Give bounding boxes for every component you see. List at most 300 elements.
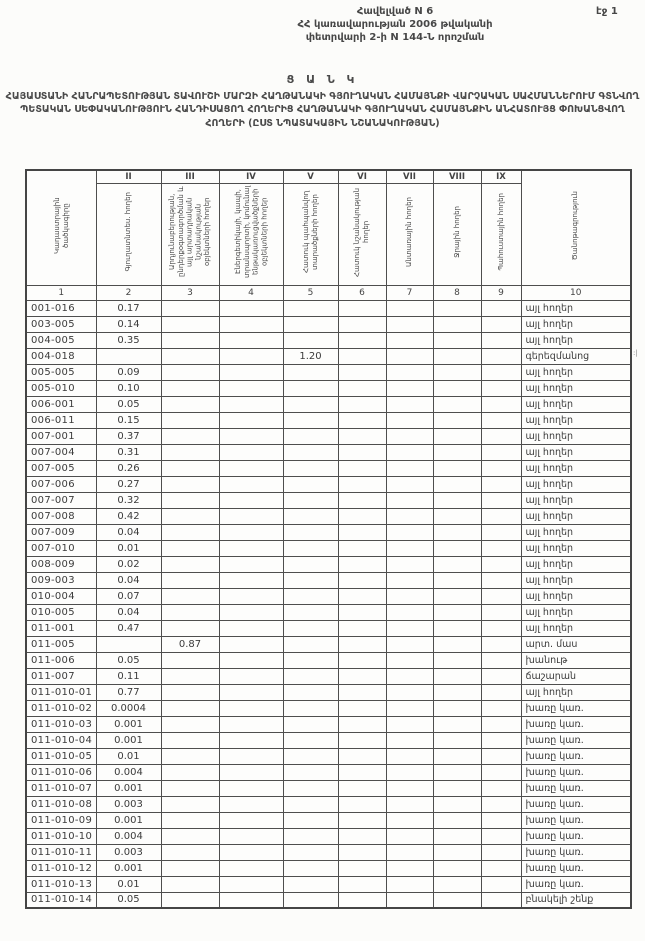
area-value-cell — [283, 572, 338, 588]
table-row — [26, 684, 631, 700]
area-value-cell — [481, 620, 521, 636]
cadastral-code-cell: 007-009 — [26, 524, 96, 540]
remark-cell: այլ հողեր — [521, 684, 631, 700]
area-value-cell — [386, 892, 433, 908]
area-value-cell: 0.01 — [96, 540, 161, 556]
area-value-cell — [386, 476, 433, 492]
area-value-cell — [386, 796, 433, 812]
remark-cell: բնակելի շենք — [521, 892, 631, 908]
area-value-cell — [433, 732, 481, 748]
area-value-cell: 0.11 — [96, 668, 161, 684]
area-value-cell — [338, 460, 386, 476]
area-value-cell: 0.26 — [96, 460, 161, 476]
area-value-cell — [433, 748, 481, 764]
col-index-10: 10 — [521, 285, 631, 300]
area-value-cell — [219, 748, 283, 764]
col-header-3 — [161, 183, 219, 285]
area-value-cell: 0.32 — [96, 492, 161, 508]
table-row — [26, 700, 631, 716]
area-value-cell: 0.05 — [96, 892, 161, 908]
table-row — [26, 796, 631, 812]
area-value-cell — [433, 444, 481, 460]
area-value-cell — [481, 348, 521, 364]
remark-cell: այլ հողեր — [521, 524, 631, 540]
title-text: ՀԱՅԱՍՏԱՆԻ ՀԱՆՐԱՊԵՏՈՒԹՅԱՆ ՏԱՎՈՒՇԻ ՄԱՐԶԻ ՀԱՂԹԱՆԱԿԻ ԳՅՈՒՂԱԿԱՆ ՀԱՄԱՅՆՔԻ ՎԱՐՉԱԿԱՆ ՍԱՀՄԱՆՆԵՐՈՒՄ ԳՏՆՎՈՂ ՊԵՏԱԿԱՆ ՍԵՓԱԿԱՆՈՒԹՅՈՒՆ ՀԱՆԴԻՍԱՑՈՂ ՀՈՂԵՐԻՑ ՀԱՂԹԱՆԱԿԻ ԳՅՈՒՂԱԿԱՆ ՀԱՄԱՅՆՔԻՆ ԱՆՀԱՏՈՒՅՑ ՓՈԽԱՆՑՎՈՂ ՀՈՂԵՐԻ (ԸՍՏ ՆՊԱՏԱԿԱՅԻՆ ՆՇԱՆԱԿՈՒԹՅԱՆ) — [5, 90, 640, 129]
area-value-cell — [338, 380, 386, 396]
area-value-cell — [283, 764, 338, 780]
area-value-cell — [161, 300, 219, 316]
cadastral-code-cell: 011-010-08 — [26, 796, 96, 812]
remark-cell: խառը կառ. — [521, 780, 631, 796]
area-value-cell — [283, 492, 338, 508]
cadastral-code-cell: 011-010-11 — [26, 844, 96, 860]
area-value-cell: 0.04 — [96, 572, 161, 588]
col-index-5: 5 — [283, 285, 338, 300]
area-value-cell: 0.04 — [96, 524, 161, 540]
area-value-cell — [386, 620, 433, 636]
area-value-cell — [283, 556, 338, 572]
area-value-cell — [283, 364, 338, 380]
area-value-cell — [433, 620, 481, 636]
area-value-cell — [219, 364, 283, 380]
area-value-cell — [481, 380, 521, 396]
area-value-cell: 0.0004 — [96, 700, 161, 716]
area-value-cell — [338, 588, 386, 604]
area-value-cell — [219, 812, 283, 828]
area-value-cell — [283, 396, 338, 412]
area-value-cell — [338, 524, 386, 540]
area-value-cell — [481, 652, 521, 668]
area-value-cell — [161, 556, 219, 572]
area-value-cell — [433, 604, 481, 620]
table-row — [26, 588, 631, 604]
area-value-cell: 0.47 — [96, 620, 161, 636]
area-value-cell — [338, 412, 386, 428]
area-value-cell — [161, 412, 219, 428]
area-value-cell — [219, 876, 283, 892]
col-numeral-II: II — [96, 170, 161, 183]
area-value-cell — [161, 428, 219, 444]
area-value-cell — [283, 332, 338, 348]
area-value-cell — [161, 732, 219, 748]
col-numeral-VIII: VIII — [433, 170, 481, 183]
area-value-cell — [219, 476, 283, 492]
col-header-cadastral-code — [26, 170, 96, 285]
area-value-cell — [283, 636, 338, 652]
area-value-cell — [481, 684, 521, 700]
area-value-cell — [161, 380, 219, 396]
area-value-cell — [219, 636, 283, 652]
area-value-cell — [161, 604, 219, 620]
area-value-cell — [433, 556, 481, 572]
cadastral-code-cell: 011-010-06 — [26, 764, 96, 780]
area-value-cell — [161, 316, 219, 332]
remark-cell: այլ հողեր — [521, 460, 631, 476]
area-value-cell — [219, 412, 283, 428]
area-value-cell — [338, 636, 386, 652]
area-value-cell — [433, 652, 481, 668]
table-row — [26, 620, 631, 636]
area-value-cell — [96, 636, 161, 652]
area-value-cell — [433, 828, 481, 844]
area-value-cell — [433, 700, 481, 716]
cadastral-code-cell: 003-005 — [26, 316, 96, 332]
area-value-cell — [338, 492, 386, 508]
area-value-cell — [283, 620, 338, 636]
area-value-cell: 1.20 — [283, 348, 338, 364]
area-value-cell — [433, 428, 481, 444]
area-value-cell: 0.27 — [96, 476, 161, 492]
cadastral-code-cell: 011-007 — [26, 668, 96, 684]
cadastral-code-cell: 010-004 — [26, 588, 96, 604]
land-transfer-table — [25, 169, 632, 909]
area-value-cell — [386, 844, 433, 860]
area-value-cell — [338, 572, 386, 588]
area-value-cell — [338, 540, 386, 556]
area-value-cell — [481, 556, 521, 572]
cadastral-code-cell: 011-010-03 — [26, 716, 96, 732]
area-value-cell — [433, 668, 481, 684]
area-value-cell — [481, 812, 521, 828]
area-value-cell — [481, 444, 521, 460]
area-value-cell: 0.10 — [96, 380, 161, 396]
col-index-9: 9 — [481, 285, 521, 300]
remark-cell: խառը կառ. — [521, 812, 631, 828]
area-value-cell — [283, 300, 338, 316]
rotated-label: Արդյունաբերության, ընդերքօգտագործման և այլ արտադրական նշանակության օբյեկտների հողեր — [168, 186, 212, 278]
area-value-cell — [481, 876, 521, 892]
remark-cell: արտ. մաս — [521, 636, 631, 652]
area-value-cell — [219, 332, 283, 348]
area-value-cell — [386, 332, 433, 348]
area-value-cell — [219, 860, 283, 876]
table-row — [26, 780, 631, 796]
cadastral-code-cell: 007-006 — [26, 476, 96, 492]
table-row — [26, 732, 631, 748]
area-value-cell — [283, 860, 338, 876]
area-value-cell — [433, 316, 481, 332]
table-row — [26, 812, 631, 828]
area-value-cell — [161, 860, 219, 876]
cadastral-code-cell: 011-010-12 — [26, 860, 96, 876]
area-value-cell: 0.77 — [96, 684, 161, 700]
area-value-cell — [481, 572, 521, 588]
remark-cell: խառը կառ. — [521, 716, 631, 732]
cadastral-code-cell: 006-011 — [26, 412, 96, 428]
cadastral-code-cell: 007-007 — [26, 492, 96, 508]
cadastral-code-cell: 011-001 — [26, 620, 96, 636]
cadastral-code-cell: 011-006 — [26, 652, 96, 668]
table-row — [26, 764, 631, 780]
area-value-cell — [219, 604, 283, 620]
area-value-cell — [386, 652, 433, 668]
area-value-cell — [283, 892, 338, 908]
cadastral-code-cell: 011-010-04 — [26, 732, 96, 748]
area-value-cell — [481, 780, 521, 796]
area-value-cell — [386, 604, 433, 620]
area-value-cell — [161, 476, 219, 492]
area-value-cell — [219, 684, 283, 700]
area-value-cell: 0.02 — [96, 556, 161, 572]
area-value-cell — [283, 444, 338, 460]
cadastral-code-cell: 009-003 — [26, 572, 96, 588]
area-value-cell — [283, 428, 338, 444]
col-numeral-VII: VII — [386, 170, 433, 183]
table-row — [26, 636, 631, 652]
area-value-cell — [161, 668, 219, 684]
area-value-cell — [386, 700, 433, 716]
area-value-cell — [338, 796, 386, 812]
area-value-cell — [386, 540, 433, 556]
table-row — [26, 412, 631, 428]
cadastral-code-cell: 011-010-10 — [26, 828, 96, 844]
area-value-cell — [433, 684, 481, 700]
area-value-cell — [433, 860, 481, 876]
table-row — [26, 540, 631, 556]
area-value-cell — [161, 444, 219, 460]
title-word: Ց Ա Ն Կ — [286, 73, 359, 86]
area-value-cell — [433, 524, 481, 540]
area-value-cell — [386, 364, 433, 380]
area-value-cell — [283, 604, 338, 620]
area-value-cell — [481, 316, 521, 332]
area-value-cell — [386, 812, 433, 828]
area-value-cell: 0.001 — [96, 732, 161, 748]
table-row — [26, 396, 631, 412]
area-value-cell: 0.001 — [96, 812, 161, 828]
cadastral-code-cell: 011-010-05 — [26, 748, 96, 764]
col-index-3: 3 — [161, 285, 219, 300]
remark-cell: այլ հողեր — [521, 412, 631, 428]
table-row — [26, 652, 631, 668]
area-value-cell — [161, 396, 219, 412]
area-value-cell: 0.003 — [96, 844, 161, 860]
area-value-cell — [338, 620, 386, 636]
area-value-cell — [386, 556, 433, 572]
cadastral-code-cell: 011-010-13 — [26, 876, 96, 892]
area-value-cell — [481, 476, 521, 492]
area-value-cell — [283, 684, 338, 700]
area-value-cell — [219, 316, 283, 332]
remark-cell: այլ հողեր — [521, 428, 631, 444]
area-value-cell — [481, 700, 521, 716]
remark-cell: խառը կառ. — [521, 700, 631, 716]
area-value-cell — [219, 508, 283, 524]
annex-header — [160, 5, 630, 45]
area-value-cell: 0.17 — [96, 300, 161, 316]
table-row — [26, 876, 631, 892]
remark-cell: այլ հողեր — [521, 508, 631, 524]
area-value-cell — [219, 460, 283, 476]
area-value-cell — [433, 364, 481, 380]
remark-cell: այլ հողեր — [521, 540, 631, 556]
remark-cell: այլ հողեր — [521, 604, 631, 620]
table-row — [26, 524, 631, 540]
area-value-cell — [386, 748, 433, 764]
area-value-cell: 0.07 — [96, 588, 161, 604]
area-value-cell — [283, 828, 338, 844]
area-value-cell: 0.09 — [96, 364, 161, 380]
table-row — [26, 460, 631, 476]
area-value-cell — [481, 636, 521, 652]
rotated-label: Գյուղատնտես. հողեր — [124, 192, 133, 272]
area-value-cell — [386, 524, 433, 540]
remark-cell: այլ հողեր — [521, 620, 631, 636]
table-row — [26, 332, 631, 348]
area-value-cell — [338, 716, 386, 732]
area-value-cell: 0.003 — [96, 796, 161, 812]
area-value-cell — [283, 460, 338, 476]
area-value-cell — [219, 732, 283, 748]
area-value-cell — [161, 764, 219, 780]
remark-cell: խառը կառ. — [521, 732, 631, 748]
area-value-cell — [433, 476, 481, 492]
area-value-cell: 0.01 — [96, 876, 161, 892]
area-value-cell — [386, 876, 433, 892]
area-value-cell — [338, 476, 386, 492]
area-value-cell — [283, 316, 338, 332]
area-value-cell — [219, 588, 283, 604]
table-row — [26, 716, 631, 732]
area-value-cell — [386, 380, 433, 396]
col-numeral-III: III — [161, 170, 219, 183]
area-value-cell — [481, 764, 521, 780]
col-header-4 — [219, 183, 283, 285]
table-row — [26, 348, 631, 364]
table-row — [26, 828, 631, 844]
area-value-cell — [433, 636, 481, 652]
area-value-cell — [219, 300, 283, 316]
area-value-cell — [433, 780, 481, 796]
area-value-cell: 0.001 — [96, 716, 161, 732]
area-value-cell — [161, 780, 219, 796]
area-value-cell — [481, 732, 521, 748]
cadastral-code-cell: 011-010-02 — [26, 700, 96, 716]
area-value-cell — [283, 668, 338, 684]
table-row — [26, 508, 631, 524]
cadastral-code-cell: 006-001 — [26, 396, 96, 412]
area-value-cell — [481, 508, 521, 524]
area-value-cell — [481, 428, 521, 444]
area-value-cell — [433, 796, 481, 812]
area-value-cell — [96, 348, 161, 364]
col-header-9 — [481, 183, 521, 285]
area-value-cell — [481, 748, 521, 764]
area-value-cell — [338, 316, 386, 332]
header-index-row — [26, 285, 631, 300]
area-value-cell — [219, 652, 283, 668]
rotated-label: Էներգետիկայի, կապի, տրանսպորտի, կոմունալ ենթակառուցվածքների օբյեկտների հողեր — [233, 185, 268, 279]
cadastral-code-cell: 011-010-01 — [26, 684, 96, 700]
area-value-cell — [161, 508, 219, 524]
area-value-cell — [219, 700, 283, 716]
area-value-cell — [219, 428, 283, 444]
area-value-cell — [481, 396, 521, 412]
area-value-cell — [161, 700, 219, 716]
remark-cell: խառը կառ. — [521, 860, 631, 876]
area-value-cell — [433, 876, 481, 892]
area-value-cell — [219, 780, 283, 796]
col-index-7: 7 — [386, 285, 433, 300]
col-index-4: 4 — [219, 285, 283, 300]
area-value-cell — [338, 732, 386, 748]
area-value-cell — [433, 396, 481, 412]
area-value-cell — [161, 348, 219, 364]
area-value-cell — [283, 796, 338, 812]
area-value-cell — [219, 620, 283, 636]
area-value-cell — [219, 828, 283, 844]
area-value-cell — [386, 460, 433, 476]
table-row — [26, 300, 631, 316]
col-numeral-IV: IV — [219, 170, 283, 183]
area-value-cell: 0.04 — [96, 604, 161, 620]
area-value-cell — [283, 812, 338, 828]
area-value-cell — [161, 748, 219, 764]
rotated-label: Ծանոթագրություն — [571, 191, 580, 261]
remark-cell: այլ հողեր — [521, 572, 631, 588]
area-value-cell — [338, 508, 386, 524]
col-numeral-V: V — [283, 170, 338, 183]
area-value-cell — [338, 684, 386, 700]
area-value-cell — [481, 540, 521, 556]
area-value-cell: 0.31 — [96, 444, 161, 460]
area-value-cell: 0.004 — [96, 764, 161, 780]
table-row — [26, 444, 631, 460]
area-value-cell — [433, 380, 481, 396]
remark-cell: խառը կառ. — [521, 748, 631, 764]
area-value-cell — [283, 412, 338, 428]
area-value-cell — [283, 524, 338, 540]
scan-artifact-mark: :| — [633, 349, 638, 357]
area-value-cell — [161, 876, 219, 892]
area-value-cell — [219, 492, 283, 508]
area-value-cell — [219, 764, 283, 780]
area-value-cell — [433, 300, 481, 316]
remark-cell: խառը կառ. — [521, 796, 631, 812]
cadastral-code-cell: 007-008 — [26, 508, 96, 524]
area-value-cell — [386, 572, 433, 588]
remark-cell: գերեզմանոց — [521, 348, 631, 364]
area-value-cell — [481, 844, 521, 860]
area-value-cell — [283, 540, 338, 556]
remark-cell: այլ հողեր — [521, 444, 631, 460]
cadastral-code-cell: 001-016 — [26, 300, 96, 316]
cadastral-code-cell: 011-005 — [26, 636, 96, 652]
area-value-cell — [481, 828, 521, 844]
remark-cell: այլ հողեր — [521, 492, 631, 508]
area-value-cell — [433, 588, 481, 604]
area-value-cell — [433, 540, 481, 556]
area-value-cell — [386, 300, 433, 316]
area-value-cell — [219, 524, 283, 540]
area-value-cell — [433, 460, 481, 476]
cadastral-code-cell: 007-004 — [26, 444, 96, 460]
col-header-remarks — [521, 170, 631, 285]
rotated-label: Կադաստրային ծածկագիրը — [52, 197, 70, 255]
table-row — [26, 892, 631, 908]
area-value-cell: 0.87 — [161, 636, 219, 652]
area-value-cell — [338, 428, 386, 444]
area-value-cell — [433, 572, 481, 588]
area-value-cell — [386, 732, 433, 748]
area-value-cell — [481, 796, 521, 812]
area-value-cell — [433, 716, 481, 732]
area-value-cell — [338, 700, 386, 716]
area-value-cell — [433, 764, 481, 780]
area-value-cell — [481, 332, 521, 348]
area-value-cell — [283, 876, 338, 892]
page-number: էջ 1 — [596, 6, 618, 17]
